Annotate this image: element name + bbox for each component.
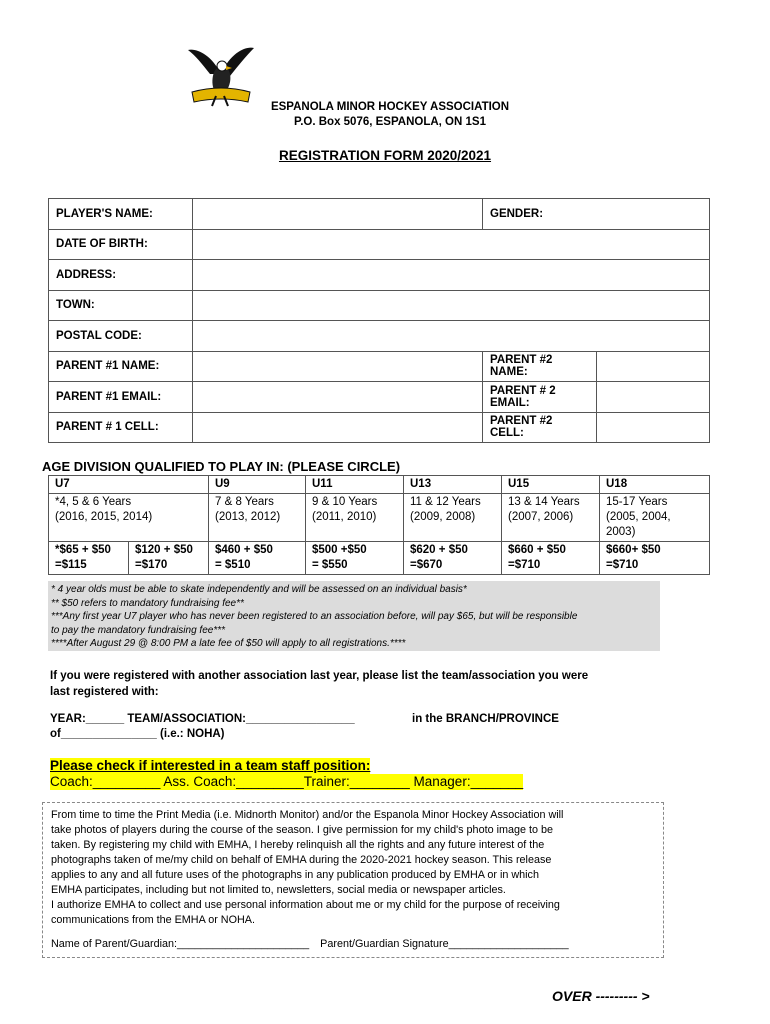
fee-u15: $660 + $50 =$710 (502, 542, 600, 575)
division-u18[interactable]: U18 (600, 476, 710, 494)
ages-u15: 13 & 14 Years (2007, 2006) (502, 494, 600, 542)
previous-association-question: If you were registered with another association last year, please list the team/association you were last registered with: (50, 670, 589, 698)
staff-position-section (50, 758, 523, 790)
staff-position-title: Please check if interested in a team staff position: (50, 758, 371, 773)
fee-u18: $660+ $50 =$710 (600, 542, 710, 575)
parent2-name-field[interactable] (596, 351, 710, 382)
previous-association-fields[interactable] (50, 712, 670, 742)
year-team-line[interactable]: YEAR:______ TEAM/ASSOCIATION:_________________ (50, 713, 355, 725)
parent2-email-label: PARENT # 2 EMAIL: (483, 382, 597, 413)
guardian-signature-line[interactable]: Parent/Guardian Signature____________________ (320, 938, 569, 950)
staff-position-options[interactable]: Coach:_________ Ass. Coach:_________Trainer:________ Manager:_______ (50, 774, 524, 789)
ages-u18: 15-17 Years (2005, 2004, 2003) (600, 494, 710, 542)
over-indicator: OVER --------- > (552, 988, 650, 1004)
ages-u7: *4, 5 & 6 Years (2016, 2015, 2014) (49, 494, 209, 542)
note-line: ** $50 refers to mandatory fundraising fee** (51, 597, 244, 609)
parent1-cell-field[interactable] (193, 412, 483, 443)
note-line: to pay the mandatory fundraising fee*** (51, 624, 225, 636)
ages-u9: 7 & 8 Years (2013, 2012) (209, 494, 306, 542)
players-name-field[interactable] (193, 199, 483, 230)
photo-consent-box: From time to time the Print Media (i.e. Midnorth Monitor) and/or the Espanola Minor Hockey Association will take photos of players during the course of the season. I give permission for my child's photo image to be taken. By registering my child with EMHA, I hereby relinquish all the rights and any future interest of the photographs taken of me/my child on behalf of EMHA during the 2020-2021 hockey season. This release applies to any and all future uses of the photographs in any publication produced by EMHA or in which EMHA participates, including but not limited to, newsletters, social media or newspaper articles. I authorize EMHA to collect and use personal information about me or my child for the purpose of receiving communications from the EMHA or NOHA. Name of Parent/Guardian:______________________ Parent/Guardian Signature____________________ (42, 802, 664, 958)
parent1-email-label: PARENT #1 EMAIL: (49, 382, 193, 413)
division-u11[interactable]: U11 (306, 476, 404, 494)
fee-u7-first-year: *$65 + $50 =$115 (49, 542, 129, 575)
division-u7[interactable]: U7 (49, 476, 209, 494)
fee-u9: $460 + $50 = $510 (209, 542, 306, 575)
dob-field[interactable] (193, 229, 710, 260)
parent2-cell-field[interactable] (596, 412, 710, 443)
guardian-name-line[interactable]: Name of Parent/Guardian:______________________ (51, 938, 310, 950)
division-u13[interactable]: U13 (404, 476, 502, 494)
parent1-name-label: PARENT #1 NAME: (49, 351, 193, 382)
note-line: ***Any first year U7 player who has never been registered to an association before, will pay $65, but will be responsible (51, 611, 578, 622)
parent1-cell-label: PARENT # 1 CELL: (49, 412, 193, 443)
fee-u7: $120 + $50 =$170 (129, 542, 209, 575)
division-u9[interactable]: U9 (209, 476, 306, 494)
of-line[interactable]: of_______________ (i.e.: NOHA) (50, 728, 225, 740)
age-division-table (48, 475, 710, 575)
address-label: ADDRESS: (49, 260, 193, 291)
postal-code-label: POSTAL CODE: (49, 321, 193, 352)
gender-field[interactable] (483, 199, 710, 230)
form-title: REGISTRATION FORM 2020/2021 (278, 148, 492, 163)
org-address: P.O. Box 5076, ESPANOLA, ON 1S1 (294, 116, 486, 128)
players-name-label: PLAYER'S NAME: (49, 199, 193, 230)
parent1-email-field[interactable] (193, 382, 483, 413)
fee-notes (48, 581, 660, 651)
player-info-table (48, 198, 710, 443)
note-line: * 4 year olds must be able to skate independently and will be assessed on an individual basis* (51, 584, 467, 595)
town-label: TOWN: (49, 290, 193, 321)
gender-label: GENDER: (490, 207, 544, 220)
branch-province-label: in the BRANCH/PROVINCE (412, 713, 559, 725)
fee-u13: $620 + $50 =$670 (404, 542, 502, 575)
ages-u11: 9 & 10 Years (2011, 2010) (306, 494, 404, 542)
division-u15[interactable]: U15 (502, 476, 600, 494)
dob-label: DATE OF BIRTH: (49, 229, 193, 260)
org-name: ESPANOLA MINOR HOCKEY ASSOCIATION (270, 101, 510, 113)
parent2-name-label: PARENT #2 NAME: (483, 351, 597, 382)
address-field[interactable] (193, 260, 710, 291)
parent1-name-field[interactable] (193, 351, 483, 382)
fee-u11: $500 +$50 = $550 (306, 542, 404, 575)
note-line: ****After August 29 @ 8:00 PM a late fee of $50 will apply to all registrations.**** (51, 638, 406, 649)
town-field[interactable] (193, 290, 710, 321)
parent2-cell-label: PARENT #2 CELL: (483, 412, 597, 443)
postal-code-field[interactable] (193, 321, 710, 352)
age-division-title: AGE DIVISION QUALIFIED TO PLAY IN: (PLEASE CIRCLE) (42, 459, 401, 474)
ages-u13: 11 & 12 Years (2009, 2008) (404, 494, 502, 542)
parent2-email-field[interactable] (596, 382, 710, 413)
